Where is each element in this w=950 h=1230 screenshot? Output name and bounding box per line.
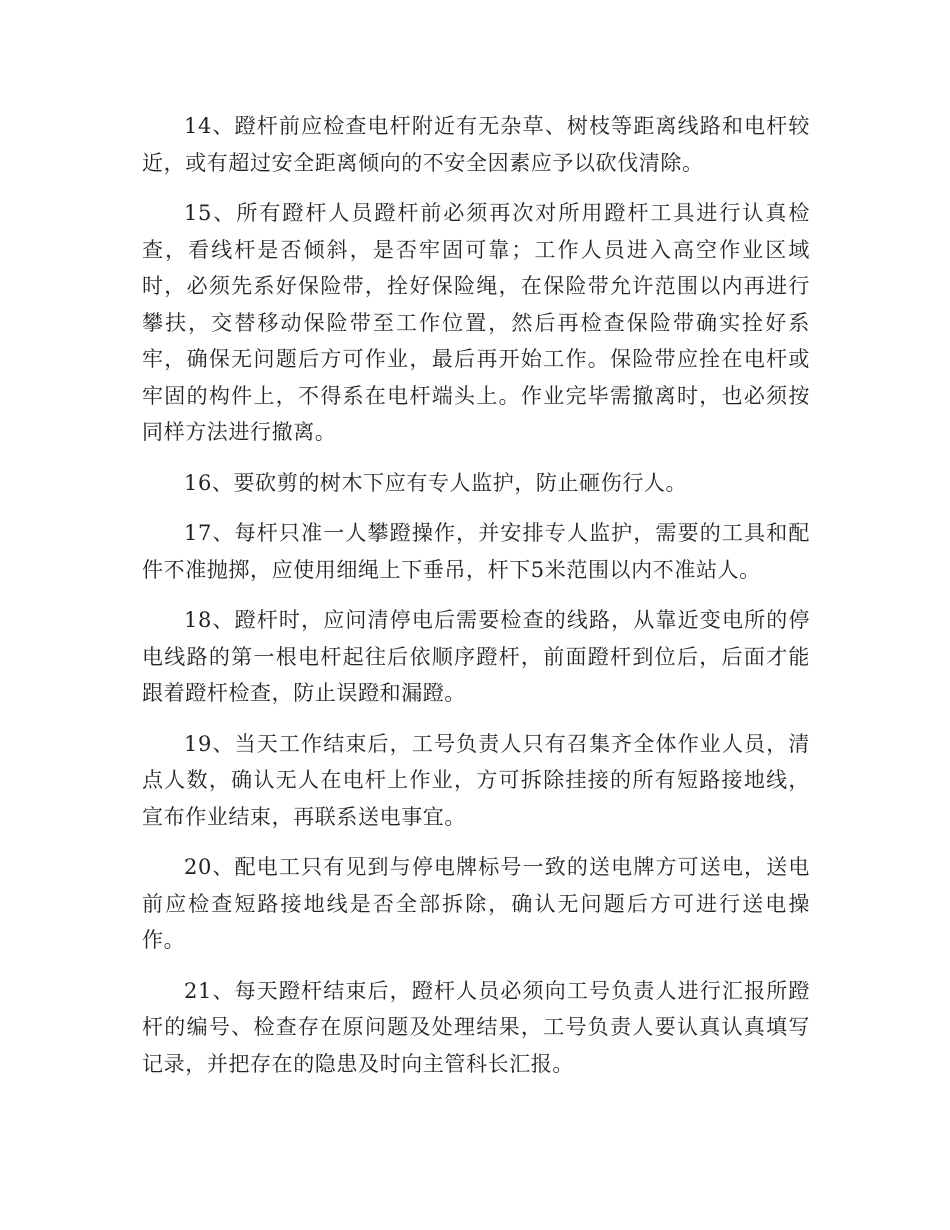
paragraph-20: 20、配电工只有见到与停电牌标号一致的送电牌方可送电，送电前应检查短路接地线是否全部拆除，确认无问题后方可进行送电操作。 xyxy=(142,855,810,952)
paragraph-14: 14、蹬杆前应检查电杆附近有无杂草、树枝等距离线路和电杆较近，或有超过安全距离倾向的不安全因素应予以砍伐清除。 xyxy=(142,114,810,175)
paragraph-16: 16、要砍剪的树木下应有专人监护，防止砸伤行人。 xyxy=(184,470,688,495)
document-page xyxy=(142,108,810,1096)
paragraph-15: 15、所有蹬杆人员蹬杆前必须再次对所用蹬杆工具进行认真检查，看线杆是否倾斜，是否牢固可靠；工作人员进入高空作业区域时，必须先系好保险带，拴好保险绳，在保险带允许范围以内再进行攀扶，交替移动保险带至工作位置，然后再检查保险带确实拴好系牢，确保无问题后方可作业，最后再开始工作。保险带应拴在电杆或牢固的构件上，不得系在电杆端头上。作业完毕需撤离时，也必须按同样方法进行撤离。 xyxy=(142,201,810,444)
paragraph-17: 17、每杆只准一人攀蹬操作，并安排专人监护，需要的工具和配件不准抛掷，应使用细绳上下垂吊，杆下5米范围以内不准站人。 xyxy=(142,521,810,582)
paragraph-21: 21、每天蹬杆结束后，蹬杆人员必须向工号负责人进行汇报所蹬杆的编号、检查存在原问题及处理结果，工号负责人要认真认真填写记录，并把存在的隐患及时向主管科长汇报。 xyxy=(142,978,810,1076)
paragraph-18: 18、蹬杆时，应问清停电后需要检查的线路，从靠近变电所的停电线路的第一根电杆起往后依顺序蹬杆，前面蹬杆到位后，后面才能跟着蹬杆检查，防止误蹬和漏蹬。 xyxy=(142,608,810,705)
paragraph-19: 19、当天工作结束后，工号负责人只有召集齐全体作业人员，清点人数，确认无人在电杆上作业，方可拆除挂接的所有短路接地线，宣布作业结束，再联系送电事宜。 xyxy=(142,731,810,829)
